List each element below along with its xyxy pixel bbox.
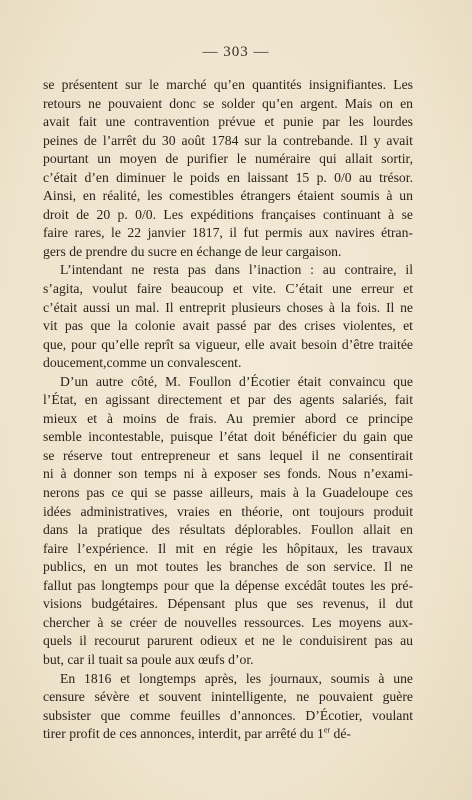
- text-line-content: se présentent sur le marché qu’en quantités insignifiantes. Les: [43, 77, 413, 92]
- text-line: [43, 169, 413, 188]
- text-line-content: mieux et à moins de frais. Au premier abord ce principe: [43, 410, 413, 426]
- text-line-content: D’un autre côté, M. Foullon d’Écotier était convaincu que: [60, 373, 413, 389]
- text-line-content: visions budgétaires. Dépensant plus que ses revenus, il dut: [43, 596, 413, 612]
- text-line-content: semble incontestable, puisque l’état doit bénéficier du gain que: [43, 429, 413, 445]
- text-line-content: En 1816 et longtemps après, les journaux, soumis à une: [60, 670, 413, 686]
- text-line-content: que, pour qu’elle reprît sa vigueur, elle avait besoin d’être traitée: [43, 336, 413, 352]
- text-line: [43, 336, 413, 355]
- text-line-content: dans la pratique des résultats déplorables. Foullon allait en: [43, 522, 413, 538]
- text-line: [43, 503, 413, 522]
- text-line: [43, 391, 413, 410]
- text-line-content: c’était d’en diminuer le poids en laissant 15 p. 0/0 au trésor.: [43, 169, 413, 185]
- text-line: [43, 261, 413, 280]
- text-line: [43, 299, 413, 318]
- text-line-content: retours ne pouvaient donc se solder qu’en argent. Mais on en: [43, 95, 413, 111]
- text-line: [43, 76, 413, 95]
- text-line-content: faire l’expérience. Il mit en régie les hôpitaux, les travaux: [43, 540, 413, 556]
- text-line-content: avait fait une contravention prévue et punie par les lourdes: [43, 114, 413, 130]
- text-line-content: idées administratives, vraies en théorie, ont toujours produit: [43, 503, 413, 519]
- text-line-content: doucement,comme un convalescent.: [43, 355, 242, 371]
- text-line-content: gers de prendre du sucre en échange de leur cargaison.: [43, 243, 342, 259]
- text-line: [43, 373, 413, 392]
- text-line-content: quels il recourut parurent odieux et ne le conduisirent pas au: [43, 633, 413, 649]
- text-line: [43, 577, 413, 596]
- text-line-content: nerons pas ce qui se passe ailleurs, mais à la Guadeloupe ces: [43, 485, 413, 501]
- text-line-content: censure sévère et souvent inintelligente, ne pouvaient guère: [43, 689, 413, 705]
- superscript: er: [323, 725, 331, 735]
- text-line: [43, 614, 413, 633]
- text-line: [43, 670, 413, 689]
- body-text: [43, 76, 413, 744]
- text-line: [43, 132, 413, 151]
- text-line: [43, 206, 413, 225]
- text-line: [43, 95, 413, 114]
- text-line-content: ni à donner son temps ni à exposer ses fonds. Nous n’exami-: [43, 466, 413, 482]
- text-line-content: tirer profit de ces annonces, interdit, par arrêté du 1: [43, 726, 324, 742]
- text-line: [43, 651, 413, 670]
- text-line: [43, 113, 413, 132]
- text-line-content: peines de l’arrêt du 30 août 1784 sur la contrebande. Il y avait: [43, 132, 413, 148]
- text-line: [43, 465, 413, 484]
- text-line: [43, 224, 413, 243]
- text-line: [43, 243, 413, 262]
- text-line-content: but, car il tuait sa poule aux œufs d’or.: [43, 651, 254, 667]
- text-line: [43, 707, 413, 726]
- text-line: [43, 428, 413, 447]
- text-line-content: faire rares, le 22 janvier 1817, il fut permis aux navires étran-: [43, 225, 413, 241]
- text-line: [43, 688, 413, 707]
- text-line: [43, 280, 413, 299]
- text-line-content: c’était aussi un mal. Il entreprit plusieurs choses à la fois. Il ne: [43, 299, 413, 315]
- text-line: [43, 484, 413, 503]
- text-line: [43, 725, 413, 744]
- text-line: [43, 632, 413, 651]
- text-line: [43, 187, 413, 206]
- text-line-content: chercher à se créer de nouvelles ressources. Les moyens aux-: [43, 614, 413, 630]
- text-line: [43, 447, 413, 466]
- text-line: [43, 317, 413, 336]
- text-line: [43, 521, 413, 540]
- text-line: [43, 595, 413, 614]
- text-line-tail: dé-: [330, 726, 351, 742]
- text-line-content: s’agita, voulut faire beaucoup et vite. C’était une erreur et: [43, 281, 413, 297]
- text-line-content: pourtant un moyen de purifier le numéraire qui allait sortir,: [43, 151, 413, 167]
- text-line-content: Ainsi, en réalité, les comestibles étrangers étaient soumis à un: [43, 188, 413, 204]
- text-line: [43, 558, 413, 577]
- text-line: [43, 150, 413, 169]
- text-line: [43, 540, 413, 559]
- text-line-content: vit pas que la colonie avait passé par des crises violentes, et: [43, 318, 413, 334]
- page-number: — 303 —: [202, 44, 270, 60]
- text-line-content: l’État, en agissant directement et par des agents salariés, fait: [43, 392, 413, 408]
- text-line-content: droit de 20 p. 0/0. Les expéditions françaises continuant à se: [43, 206, 413, 222]
- text-line-content: fallut pas longtemps pour que la dépense excédât toutes les pré-: [43, 577, 413, 593]
- text-line: [43, 410, 413, 429]
- text-line-content: se réserve tout entrepreneur et sans lequel il ne consentirait: [43, 447, 413, 463]
- text-line: [43, 354, 413, 373]
- text-line-content: subsister que comme feuilles d’annonces. D’Écotier, voulant: [43, 707, 413, 723]
- text-line-content: L’intendant ne resta pas dans l’inaction : au contraire, il: [60, 262, 413, 278]
- text-line-content: publics, en un mot toutes les branches de son service. Il ne: [43, 559, 413, 575]
